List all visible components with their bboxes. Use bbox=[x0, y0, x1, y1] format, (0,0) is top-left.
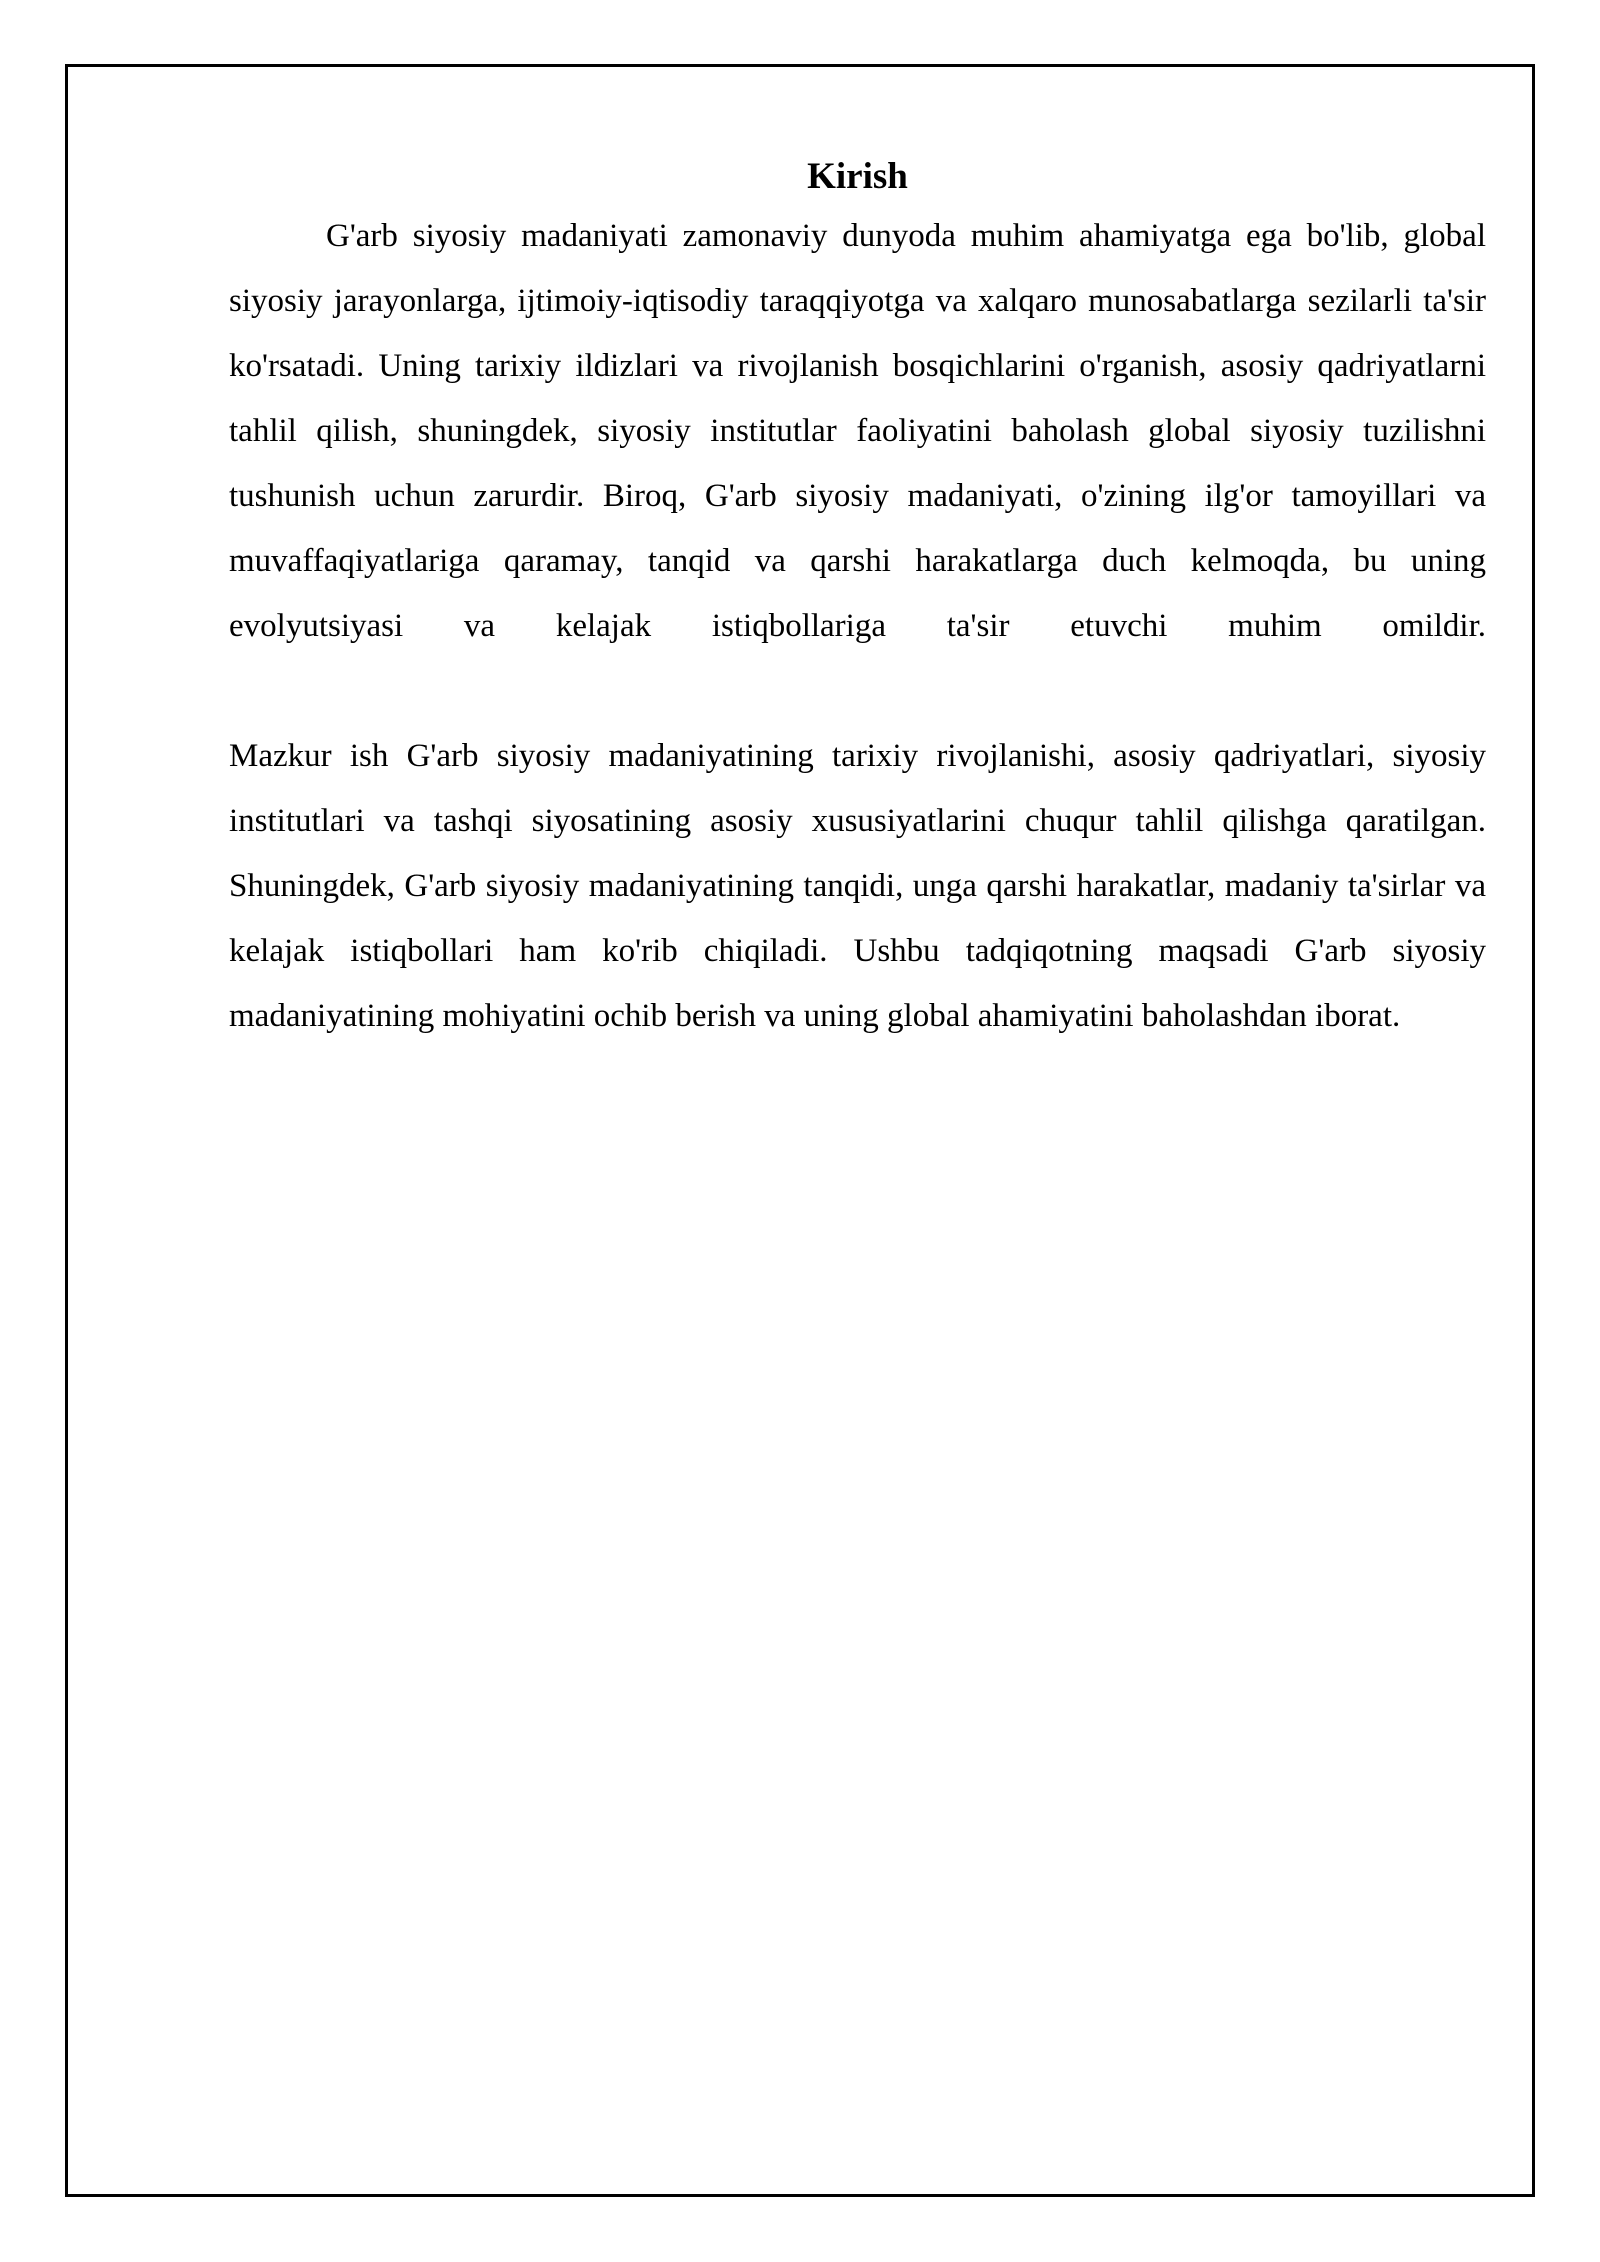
document-title: Kirish bbox=[807, 156, 908, 197]
paragraph-intro: G'arb siyosiy madaniyati zamonaviy dunyoda muhim ahamiyatga ega bo'lib, global siyosiy jarayonlarga, ijtimoiy-iqtisodiy taraqqiyotga va xalqaro munosabatlarga sezilarli ta'sir ko'rsatadi. Uning tarixiy ildizlari va rivojlanish bosqichlarini o'rganish, asosiy qadriyatlarni tahlil qilish, shuningdek, siyosiy institutlar faoliyatini baholash global siyosiy tuzilishni tushunish uchun zarurdir. Biroq, G'arb siyosiy madaniyati, o'zining ilg'or tamoyillari va muvaffaqiyatlariga qaramay, tanqid va qarshi harakatlarga duch kelmoqda, bu uning evolyutsiyasi va kelajak istiqbollariga ta'sir etuvchi muhim omildir. bbox=[229, 218, 1486, 644]
paragraph-spacer bbox=[229, 659, 1486, 724]
paragraph-purpose: Mazkur ish G'arb siyosiy madaniyatining tarixiy rivojlanishi, asosiy qadriyatlari, siyosiy institutlari va tashqi siyosatining asosiy xususiyatlarini chuqur tahlil qilishga qaratilgan. Shuningdek, G'arb siyosiy madaniyatining tanqidi, unga qarshi harakatlar, madaniy ta'sirlar va kelajak istiqbollari ham ko'rib chiqiladi. Ushbu tadqiqotning maqsadi G'arb siyosiy madaniyatining mohiyatini ochib berish va uning global ahamiyatini baholashdan iborat. bbox=[229, 738, 1486, 1034]
document-body bbox=[229, 150, 1486, 1049]
